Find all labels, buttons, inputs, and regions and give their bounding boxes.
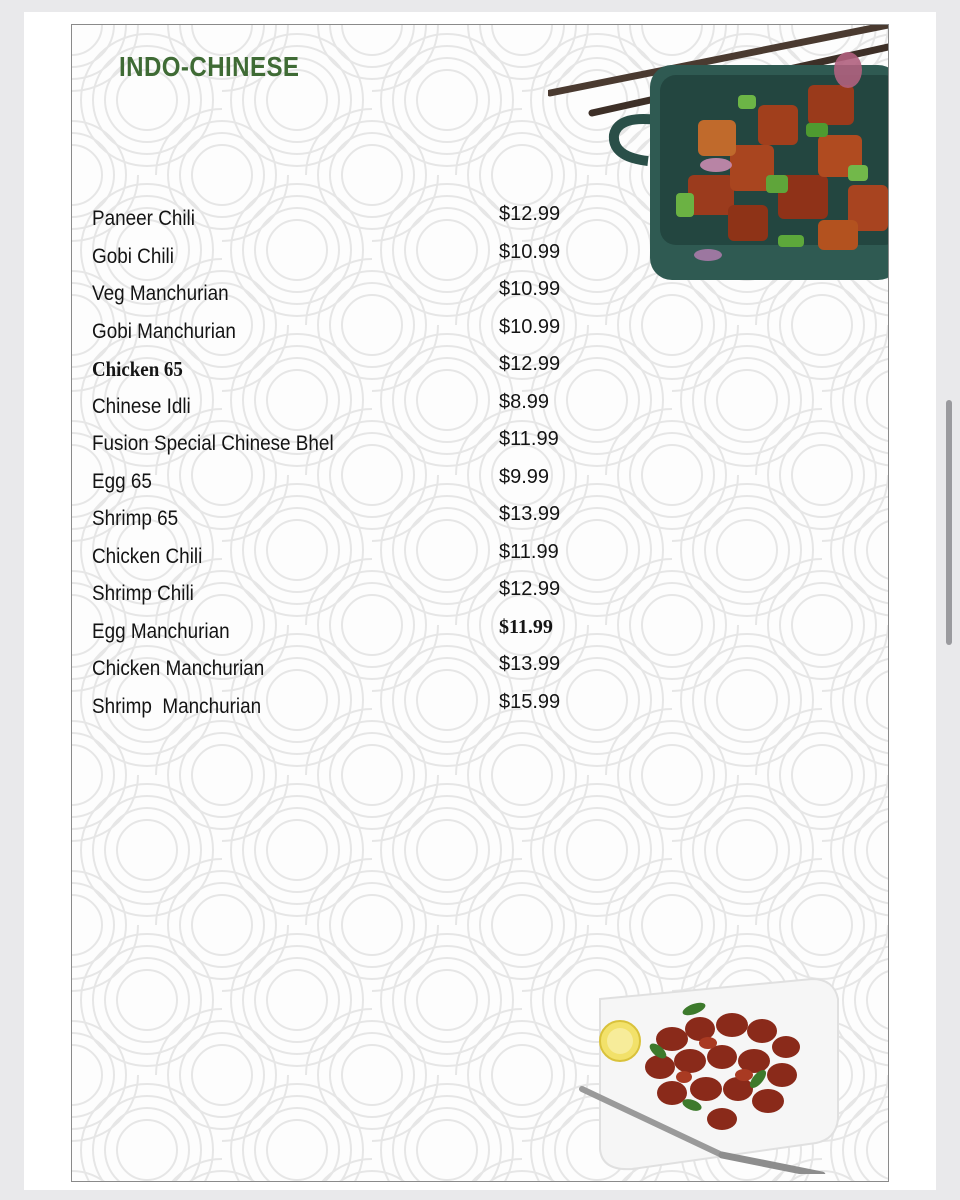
item-price: $11.99 [499, 540, 559, 563]
item-price: $10.99 [499, 278, 561, 300]
menu-item [92, 391, 612, 429]
menu-item [92, 616, 612, 654]
item-price: $11.99 [499, 615, 553, 638]
menu-item [92, 316, 612, 354]
menu-item [92, 466, 612, 504]
item-price: $15.99 [499, 690, 561, 713]
item-name: Shrimp 65 [92, 507, 179, 530]
item-name: Fusion Special Chinese Bhel [92, 432, 334, 455]
menu-item [92, 278, 612, 316]
menu-item [92, 653, 612, 691]
menu-list [92, 203, 612, 728]
item-name: Paneer Chili [92, 207, 195, 230]
item-price: $10.99 [499, 315, 561, 338]
item-name: Shrimp Manchurian [92, 694, 262, 718]
item-name: Gobi Manchurian [92, 319, 236, 343]
item-price: $8.99 [499, 390, 550, 413]
chicken-65-plate-image [572, 969, 852, 1174]
item-price: $13.99 [499, 503, 561, 525]
item-price: $11.99 [499, 428, 559, 450]
item-price: $12.99 [499, 203, 561, 225]
scrollbar-thumb[interactable] [946, 400, 952, 645]
menu-item [92, 578, 612, 616]
menu-item [92, 428, 612, 466]
menu-item [92, 503, 612, 541]
item-name: Gobi Chili [92, 244, 174, 268]
section-title: INDO-CHINESE [119, 51, 300, 82]
item-name: Chinese Idli [92, 394, 191, 418]
item-name: Chicken Chili [92, 544, 203, 568]
item-price: $9.99 [499, 465, 550, 488]
menu-item [92, 541, 612, 579]
item-price: $12.99 [499, 353, 561, 375]
menu-item [92, 203, 612, 241]
item-name: Chicken Manchurian [92, 657, 265, 680]
chili-paneer-skillet-image [548, 25, 888, 295]
item-name: Veg Manchurian [92, 282, 229, 305]
item-name: Shrimp Chili [92, 582, 194, 605]
item-name: Egg Manchurian [92, 619, 230, 643]
item-name: Chicken 65 [92, 357, 183, 381]
item-price: $12.99 [499, 578, 561, 600]
menu-page [71, 24, 889, 1182]
item-price: $13.99 [499, 653, 561, 675]
menu-item [92, 241, 612, 279]
menu-item [92, 691, 612, 729]
item-name: Egg 65 [92, 469, 152, 493]
item-price: $10.99 [499, 240, 561, 263]
menu-item [92, 353, 612, 391]
